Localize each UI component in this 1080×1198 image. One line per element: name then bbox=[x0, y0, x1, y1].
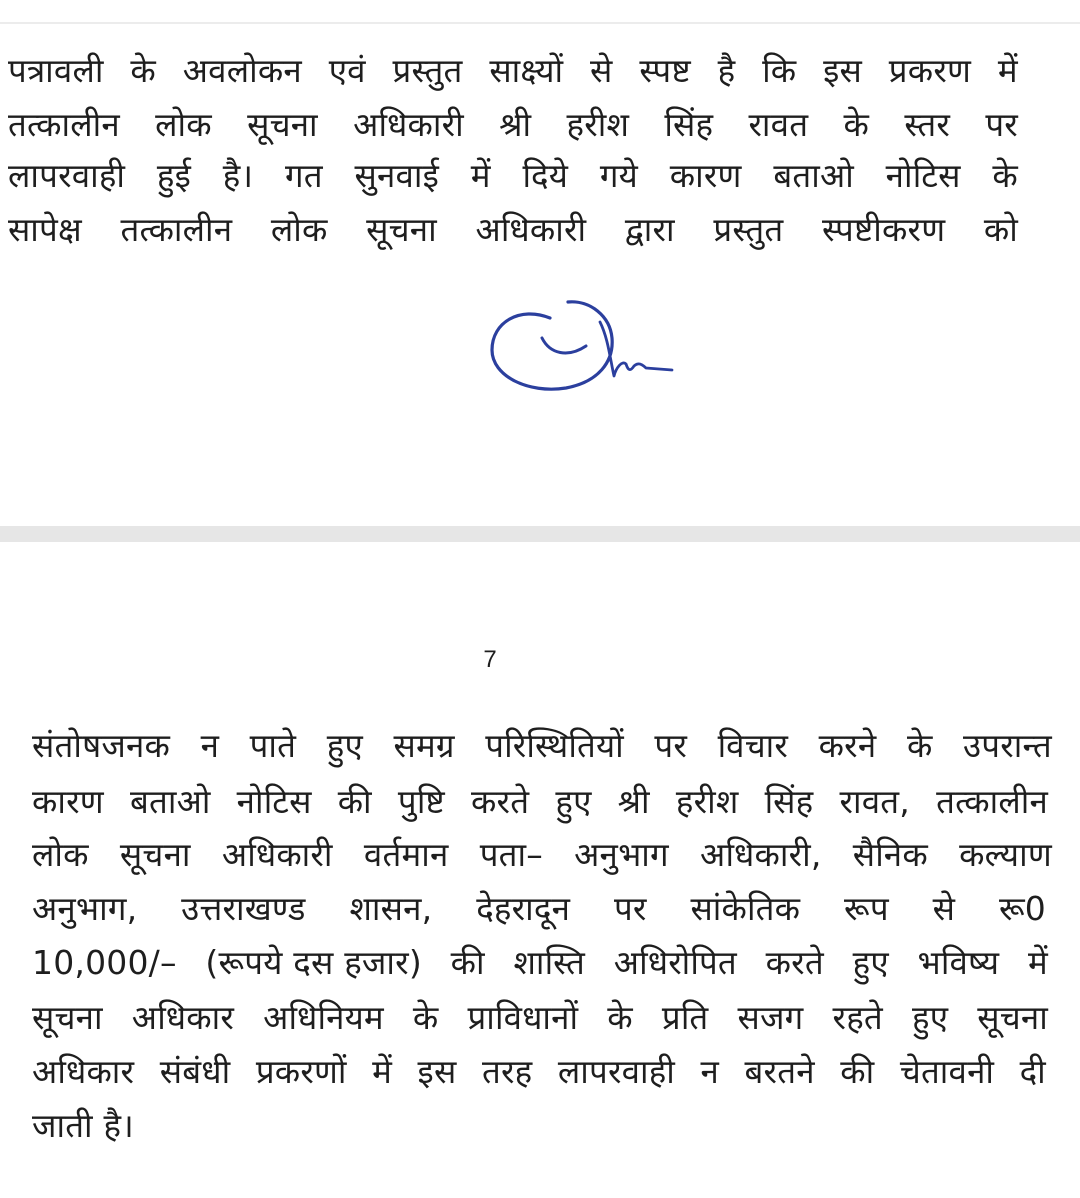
word: करते bbox=[765, 943, 824, 982]
word: हुए bbox=[912, 998, 949, 1037]
word: स्पष्टीकरण bbox=[822, 210, 946, 249]
word: सापेक्ष bbox=[8, 210, 82, 249]
word: में bbox=[372, 1052, 393, 1091]
word: नोटिस bbox=[885, 156, 961, 195]
word: की bbox=[840, 1052, 875, 1091]
word: प्राविधानों bbox=[467, 998, 579, 1037]
word: पर bbox=[985, 105, 1018, 144]
page-gap bbox=[0, 526, 1080, 542]
word: चेतावनी bbox=[899, 1052, 995, 1091]
text-line-last: जाती है। bbox=[32, 1106, 134, 1145]
word: रहते bbox=[832, 998, 883, 1037]
text-line bbox=[8, 51, 1018, 91]
word: संबंधी bbox=[159, 1052, 231, 1091]
word: प्रस्तुत bbox=[392, 51, 463, 90]
word: में bbox=[1027, 943, 1048, 982]
word: अधिनियम bbox=[263, 998, 384, 1037]
word: पर bbox=[613, 889, 647, 928]
word: रावत bbox=[748, 105, 809, 144]
word: के bbox=[607, 998, 633, 1037]
word: हुए bbox=[326, 726, 363, 765]
word: में bbox=[997, 51, 1018, 90]
word: प्रति bbox=[661, 998, 709, 1037]
word: नोटिस bbox=[236, 782, 312, 821]
word: देहरादून bbox=[476, 889, 571, 928]
page-number: 7 bbox=[483, 646, 497, 673]
word: रू0 bbox=[998, 889, 1046, 928]
word: लोक bbox=[270, 210, 328, 249]
word: बरतने bbox=[744, 1052, 815, 1091]
word: अधिकारी bbox=[221, 835, 333, 874]
word: अधिकार bbox=[32, 1052, 135, 1091]
word: इस bbox=[823, 51, 862, 90]
word: हरीश bbox=[675, 782, 739, 821]
word: दी bbox=[1019, 1052, 1046, 1091]
word: दिये bbox=[522, 156, 569, 195]
text-line bbox=[32, 726, 1052, 766]
word: बताओ bbox=[129, 782, 211, 821]
text-line bbox=[32, 1052, 1046, 1092]
word: के bbox=[906, 726, 933, 765]
word: इस bbox=[417, 1052, 457, 1091]
word: (रूपये दस हजार) bbox=[205, 943, 422, 982]
word: पता– bbox=[479, 835, 543, 874]
word: तत्कालीन bbox=[936, 782, 1048, 821]
word: हुई bbox=[156, 156, 192, 195]
word: से bbox=[590, 51, 613, 90]
word: श्री bbox=[617, 782, 650, 821]
word: लापरवाही bbox=[8, 156, 126, 195]
word: सांकेतिक bbox=[690, 889, 801, 928]
word: लोक bbox=[155, 105, 212, 144]
word: कारण bbox=[669, 156, 742, 195]
word: परिस्थितियों bbox=[485, 726, 624, 765]
word: है। bbox=[222, 156, 254, 195]
word: अधिकारी bbox=[475, 210, 587, 249]
word: सूचना bbox=[247, 105, 318, 144]
word: अधिकार bbox=[131, 998, 235, 1037]
text-line bbox=[8, 105, 1018, 145]
word: द्वारा bbox=[624, 210, 675, 249]
word: लापरवाही bbox=[557, 1052, 676, 1091]
word: विचार bbox=[717, 726, 789, 765]
word: न bbox=[700, 1052, 720, 1091]
word: लोक bbox=[32, 835, 89, 874]
text-line bbox=[8, 156, 1018, 196]
word: पत्रावली bbox=[8, 51, 104, 90]
word: बताओ bbox=[773, 156, 854, 195]
word: तत्कालीन bbox=[8, 105, 120, 144]
word: सजग bbox=[737, 998, 804, 1037]
word: है bbox=[717, 51, 736, 90]
text-line bbox=[32, 889, 1046, 929]
signature bbox=[480, 280, 690, 410]
word: पुष्टि bbox=[397, 782, 445, 821]
word: संतोषजनक bbox=[32, 726, 171, 765]
word: के bbox=[412, 998, 439, 1037]
word: अवलोकन bbox=[182, 51, 302, 90]
word: सिंह bbox=[664, 105, 714, 144]
word: के bbox=[992, 156, 1018, 195]
word: के bbox=[130, 51, 156, 90]
word: कि bbox=[762, 51, 797, 90]
word: अनुभाग bbox=[574, 835, 669, 874]
word: शास्ति bbox=[513, 943, 586, 982]
word: प्रकरणों bbox=[255, 1052, 347, 1091]
word: साक्ष्यों bbox=[489, 51, 564, 90]
text-line bbox=[8, 210, 1018, 250]
text-line bbox=[32, 998, 1048, 1038]
word: को bbox=[983, 210, 1018, 249]
word: गये bbox=[599, 156, 638, 195]
word: करते bbox=[470, 782, 530, 821]
word: स्पष्ट bbox=[639, 51, 691, 90]
word: हरीश bbox=[566, 105, 630, 144]
word: सूचना bbox=[119, 835, 191, 874]
word: उपरान्त bbox=[963, 726, 1052, 765]
word: रूप bbox=[843, 889, 889, 928]
top-page-edge bbox=[0, 0, 1080, 24]
word: स्तर bbox=[904, 105, 951, 144]
word: शासन, bbox=[349, 889, 433, 928]
upper-page bbox=[0, 24, 1080, 526]
word: के bbox=[843, 105, 870, 144]
word: से bbox=[932, 889, 956, 928]
text-line bbox=[32, 835, 1052, 875]
word: एवं bbox=[328, 51, 366, 90]
text-line bbox=[32, 943, 1048, 983]
text-line bbox=[32, 782, 1048, 822]
word: श्री bbox=[499, 105, 532, 144]
word: 10,000/– bbox=[32, 943, 177, 982]
word: में bbox=[470, 156, 491, 195]
word: प्रस्तुत bbox=[713, 210, 784, 249]
word: हुए bbox=[555, 782, 592, 821]
word: तत्कालीन bbox=[120, 210, 233, 249]
word: हुए bbox=[852, 943, 889, 982]
word: सूचना bbox=[977, 998, 1048, 1037]
word: की bbox=[337, 782, 372, 821]
word: न bbox=[200, 726, 220, 765]
word: पर bbox=[654, 726, 688, 765]
word: समग्र bbox=[393, 726, 455, 765]
word: पाते bbox=[249, 726, 297, 765]
word: कारण bbox=[32, 782, 104, 821]
word: वर्तमान bbox=[363, 835, 449, 874]
word: की bbox=[450, 943, 485, 982]
word: प्रकरण bbox=[888, 51, 972, 90]
word: उत्तराखण्ड bbox=[181, 889, 306, 928]
word: सैनिक bbox=[852, 835, 928, 874]
word: गत bbox=[284, 156, 323, 195]
word: तरह bbox=[481, 1052, 533, 1091]
word: सूचना bbox=[32, 998, 103, 1037]
word: सूचना bbox=[366, 210, 437, 249]
word: भविष्य bbox=[917, 943, 1000, 982]
word: अधिकारी bbox=[353, 105, 464, 144]
word: अनुभाग, bbox=[32, 889, 138, 928]
word: अधिकारी, bbox=[700, 835, 822, 874]
word: रावत, bbox=[839, 782, 910, 821]
word: करने bbox=[818, 726, 877, 765]
word: अधिरोपित bbox=[613, 943, 737, 982]
word: कल्याण bbox=[959, 835, 1052, 874]
lower-page bbox=[0, 542, 1080, 1198]
word: सिंह bbox=[764, 782, 814, 821]
word: सुनवाई bbox=[354, 156, 440, 195]
